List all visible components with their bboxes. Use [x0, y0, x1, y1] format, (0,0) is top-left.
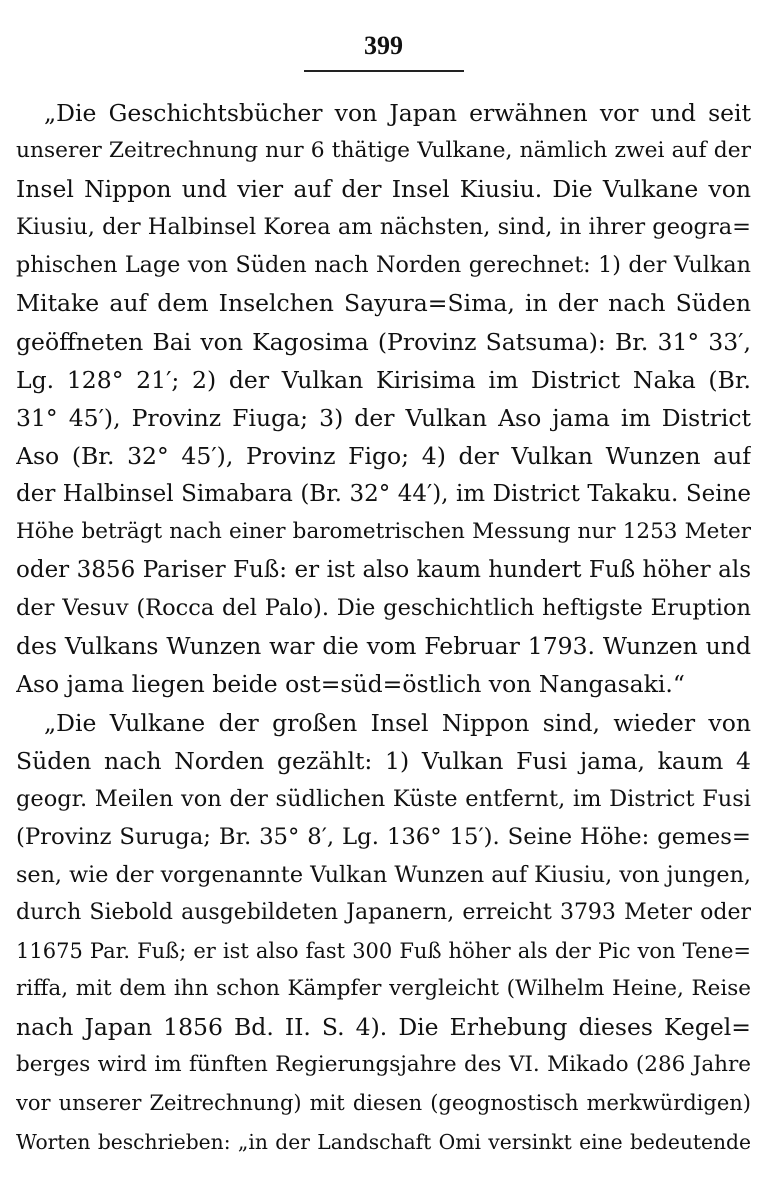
text-line: der Halbinsel Simabara (Br. 32° 44′), im District Takaku. Seine [16, 480, 751, 507]
text-line: riffa, mit dem ihn schon Kämpfer vergleicht (Wilhelm Heine, Reise [16, 976, 751, 1002]
header-rule [304, 70, 464, 72]
text-line: Aso jama liegen beide ost=süd=östlich von Nangasaki.“ [16, 670, 685, 699]
text-line: Süden nach Norden gezählt: 1) Vulkan Fusi jama, kaum 4 [16, 746, 751, 775]
text-line: oder 3856 Pariser Fuß: er ist also kaum hundert Fuß höher als [16, 557, 751, 584]
text-line: Lg. 128° 21′; 2) der Vulkan Kirisima im District Naka (Br. [16, 365, 751, 394]
text-line: unserer Zeitrechnung nur 6 thätige Vulkane, nämlich zwei auf der [16, 138, 751, 164]
text-line: durch Siebold ausgebildeten Japanern, erreicht 3793 Meter oder [16, 899, 751, 925]
text-line: Insel Nippon und vier auf der Insel Kiusiu. Die Vulkane von [16, 175, 751, 204]
text-line: geogr. Meilen von der südlichen Küste entfernt, im District Fusi [16, 785, 751, 812]
text-line: (Provinz Suruga; Br. 35° 8′, Lg. 136° 15′). Seine Höhe: gemes= [16, 823, 751, 850]
text-line: Aso (Br. 32° 45′), Provinz Figo; 4) der Vulkan Wunzen auf [16, 441, 751, 470]
text-line: sen, wie der vorgenannte Vulkan Wunzen auf Kiusiu, von jungen, [16, 861, 751, 888]
text-line: des Vulkans Wunzen war die vom Februar 1793. Wunzen und [16, 632, 751, 661]
text-line: 11675 Par. Fuß; er ist also fast 300 Fuß höher als der Pic von Tene= [16, 939, 751, 964]
text-line: Höhe beträgt nach einer barometrischen Messung nur 1253 Meter [16, 519, 751, 545]
text-line: phischen Lage von Süden nach Norden gerechnet: 1) der Vulkan [16, 252, 751, 279]
text-line: „Die Geschichtsbücher von Japan erwähnen vor und seit [44, 99, 751, 127]
text-line: nach Japan 1856 Bd. II. S. 4). Die Erhebung dieses Kegel= [16, 1013, 751, 1042]
page-number: 399 [364, 31, 403, 60]
text-line: geöffneten Bai von Kagosima (Provinz Satsuma): Br. 31° 33′, [16, 327, 751, 356]
text-line: „Die Vulkane der großen Insel Nippon sind, wieder von [44, 708, 751, 737]
text-line: Mitake auf dem Inselchen Sayura=Sima, in der nach Süden [16, 289, 751, 318]
text-line: berges wird im fünften Regierungsjahre des VI. Mikado (286 Jahre [16, 1052, 751, 1078]
text-line: Worten beschrieben: „in der Landschaft Omi versinkt eine bedeutende [16, 1129, 751, 1154]
text-line: Kiusiu, der Halbinsel Korea am nächsten, sind, in ihrer geogra= [16, 214, 751, 241]
text-line: vor unserer Zeitrechnung) mit diesen (geognostisch merkwürdigen) [16, 1091, 751, 1116]
text-line: 31° 45′), Provinz Fiuga; 3) der Vulkan Aso jama im District [16, 403, 751, 432]
body-text [16, 94, 751, 1161]
text-line: der Vesuv (Rocca del Palo). Die geschichtlich heftigste Eruption [16, 595, 751, 622]
